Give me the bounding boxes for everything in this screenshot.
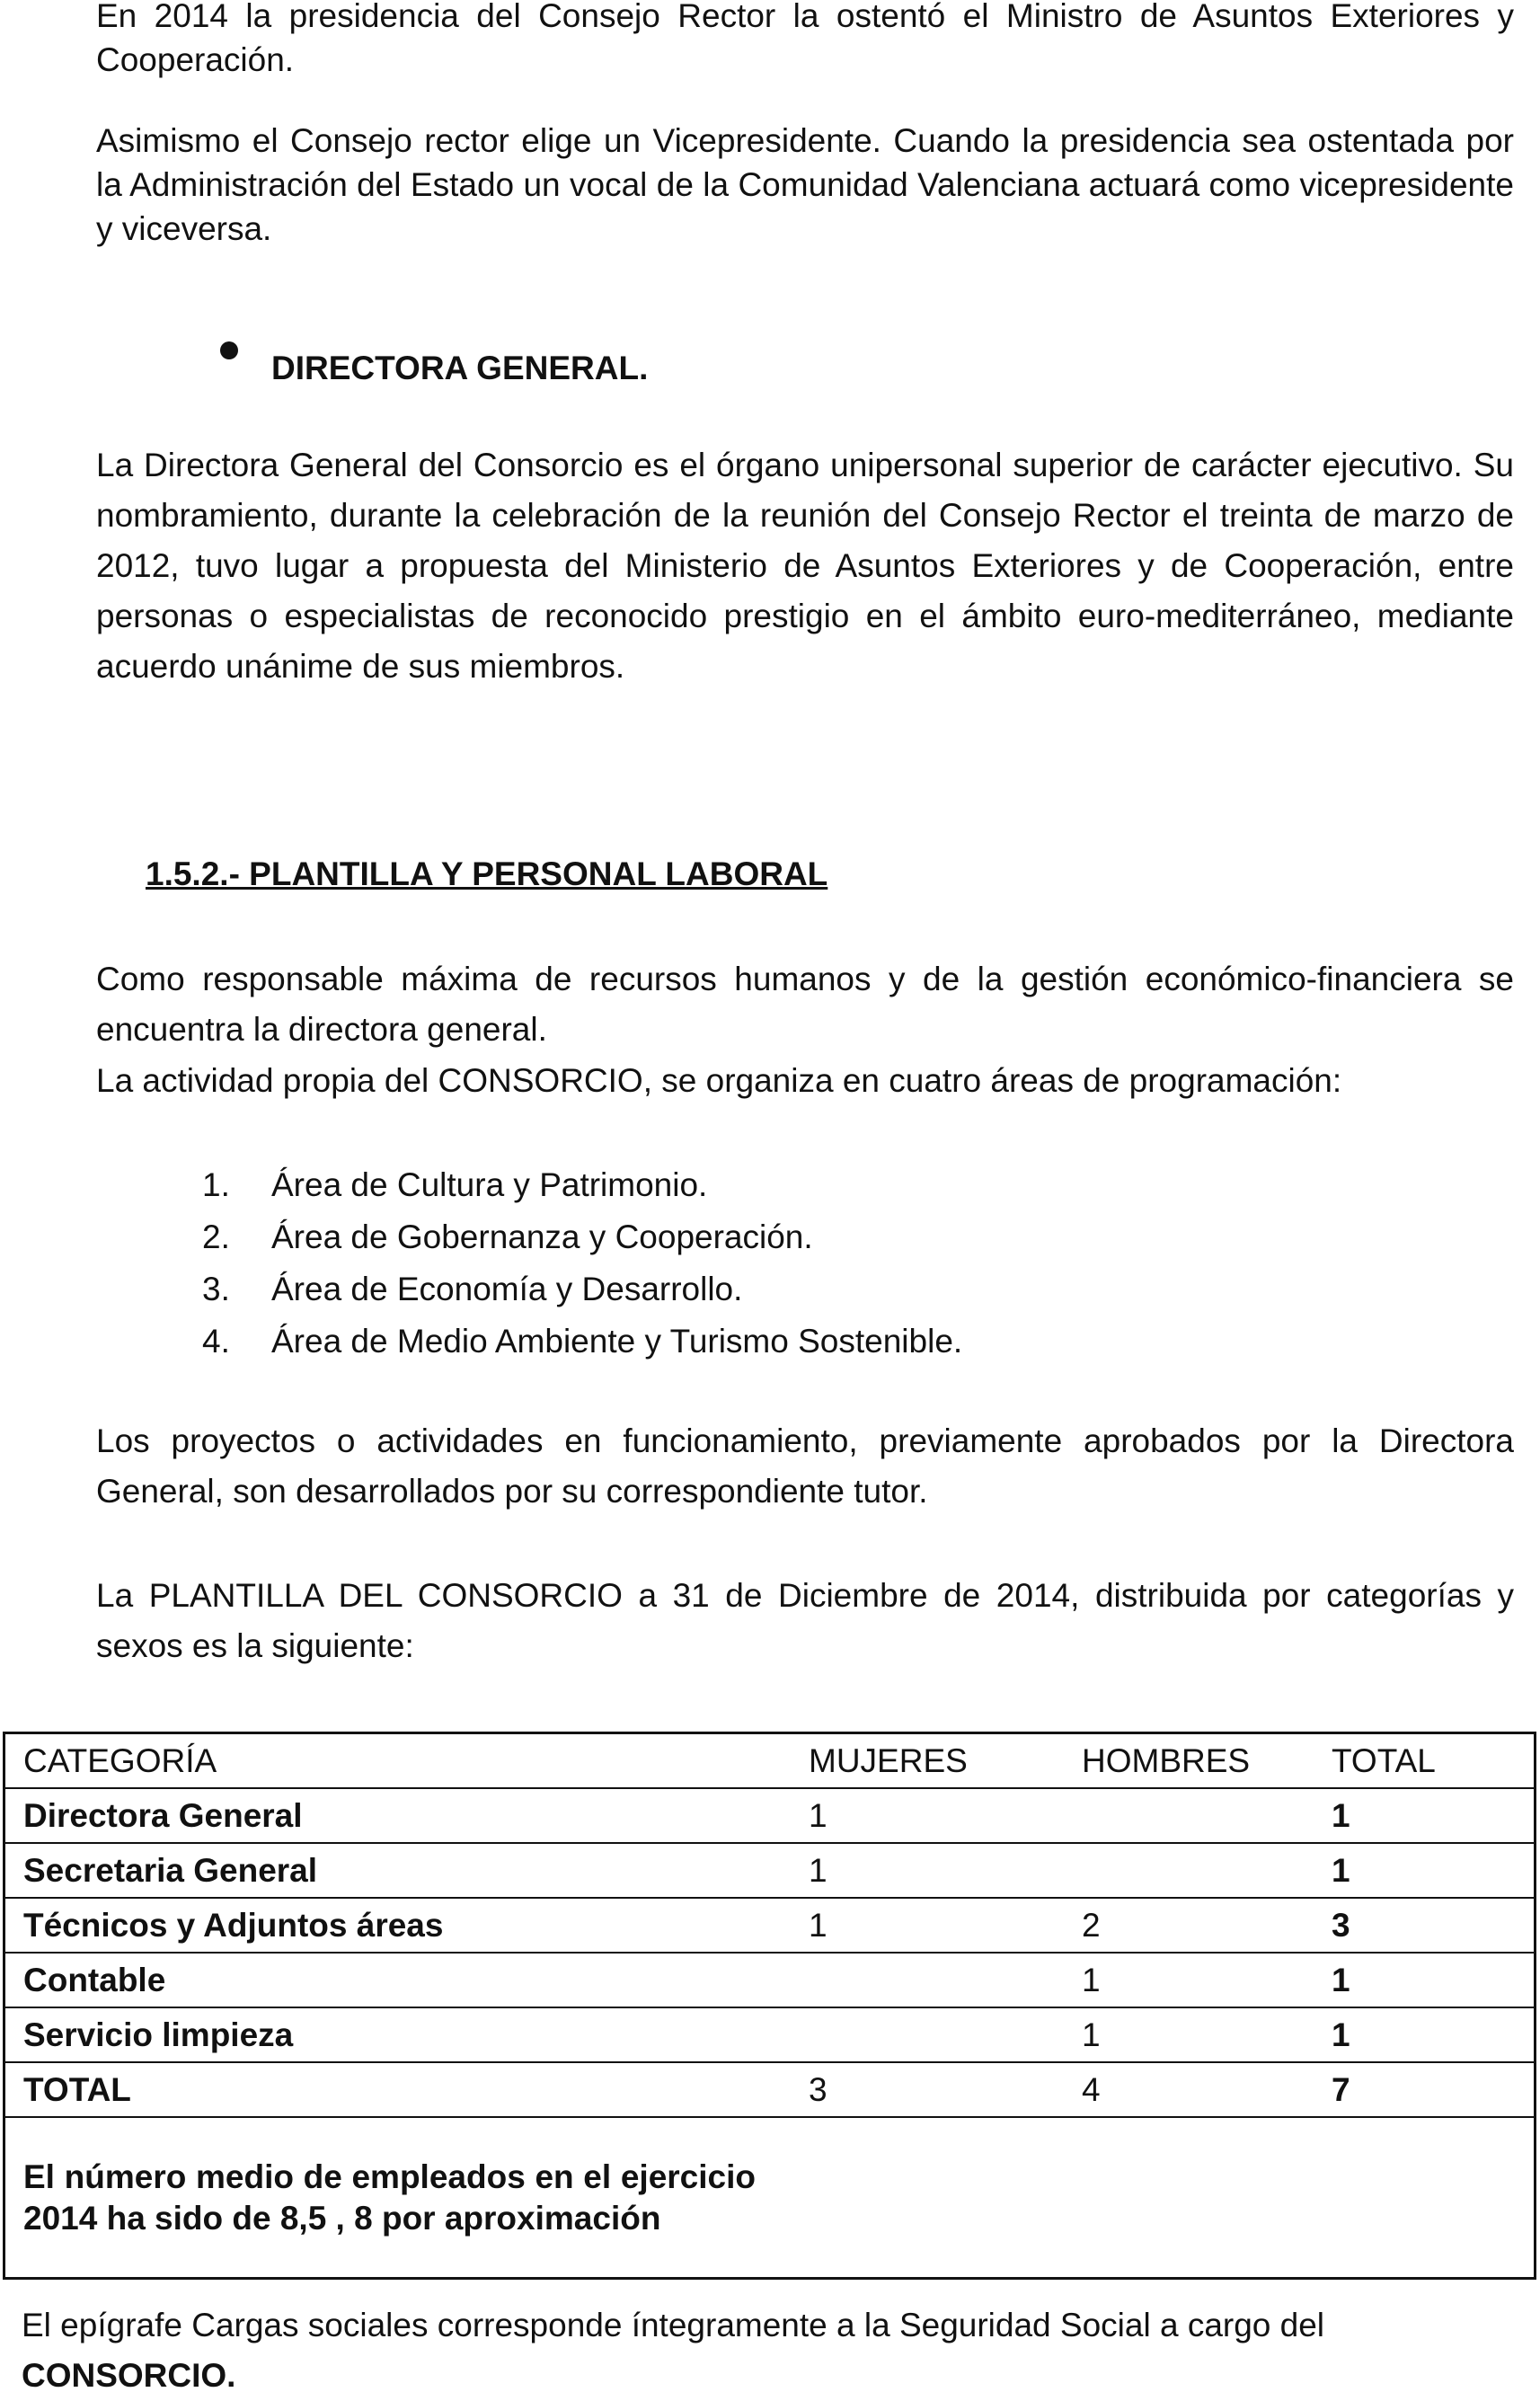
section-heading: 1.5.2.- PLANTILLA Y PERSONAL LABORAL	[146, 855, 828, 892]
total-cell: 1	[1314, 1843, 1536, 1898]
list-number: 1.	[202, 1166, 230, 1203]
bullet-icon	[220, 341, 238, 359]
total-cell: 1	[1314, 1788, 1536, 1843]
list-label: Área de Cultura y Patrimonio.	[271, 1166, 708, 1203]
list-number: 4.	[202, 1323, 230, 1360]
list-label: Área de Economía y Desarrollo.	[271, 1271, 743, 1307]
header-cell: MUJERES	[791, 1733, 1064, 1789]
list-item	[202, 1316, 962, 1368]
women-cell	[791, 2007, 1064, 2062]
women-cell	[791, 1953, 1064, 2007]
table-header-row	[4, 1733, 1536, 1789]
men-cell: 4	[1064, 2062, 1314, 2117]
header-cell: CATEGORÍA	[4, 1733, 792, 1789]
paragraph-presidencia: En 2014 la presidencia del Consejo Rector la ostentó el Ministro de Asuntos Exteriores y Cooperación.	[96, 0, 1514, 78]
average-employees-note: El número medio de empleados en el ejercicio 2014 ha sido de 8,5 , 8 por aproximación	[23, 2157, 756, 2237]
men-cell: 1	[1064, 1953, 1314, 2007]
table-row	[4, 2007, 1536, 2062]
men-cell: 1	[1064, 2007, 1314, 2062]
footer-paragraph	[22, 2300, 1513, 2401]
men-cell: 2	[1064, 1898, 1314, 1953]
list-number: 2.	[202, 1218, 230, 1255]
women-cell: 1	[791, 1788, 1064, 1843]
footer-consorcio: CONSORCIO.	[22, 2357, 236, 2394]
paragraph-actividad: La actividad propia del CONSORCIO, se organiza en cuatro áreas de programación:	[96, 1062, 1342, 1099]
category-cell: Contable	[4, 1953, 792, 2007]
list-item	[202, 1211, 962, 1263]
directora-heading: DIRECTORA GENERAL.	[271, 350, 649, 386]
list-item	[202, 1263, 962, 1316]
table-note-row	[4, 2117, 1536, 2279]
men-cell	[1064, 1843, 1314, 1898]
table-total-row	[4, 2062, 1536, 2117]
paragraph-vicepresidente: Asimismo el Consejo rector elige un Vicepresidente. Cuando la presidencia sea ostentada por la Administración del Estado un vocal de la Comunidad Valenciana actuará como vicepresidente y viceversa.	[96, 122, 1514, 247]
note-cell	[4, 2117, 1536, 2279]
category-cell: Servicio limpieza	[4, 2007, 792, 2062]
men-cell	[1064, 1788, 1314, 1843]
list-label: Área de Gobernanza y Cooperación.	[271, 1218, 813, 1255]
list-item	[202, 1159, 962, 1211]
list-number: 3.	[202, 1271, 230, 1307]
paragraph-plantilla: La PLANTILLA DEL CONSORCIO a 31 de Diciembre de 2014, distribuida por categorías y sexos es la siguiente:	[96, 1577, 1514, 1664]
women-cell: 1	[791, 1898, 1064, 1953]
paragraph-proyectos: Los proyectos o actividades en funcionamiento, previamente aprobados por la Directora General, son desarrollados por su correspondiente tutor.	[96, 1422, 1514, 1510]
total-cell: 3	[1314, 1898, 1536, 1953]
areas-list	[202, 1159, 962, 1368]
category-cell: Directora General	[4, 1788, 792, 1843]
total-cell: 1	[1314, 1953, 1536, 2007]
total-cell: 7	[1314, 2062, 1536, 2117]
women-cell: 1	[791, 1843, 1064, 1898]
list-label: Área de Medio Ambiente y Turismo Sostenible.	[271, 1323, 963, 1360]
table-row	[4, 1898, 1536, 1953]
footer-text: El epígrafe Cargas sociales corresponde íntegramente a la Seguridad Social a cargo del	[22, 2307, 1325, 2343]
table-row	[4, 1953, 1536, 2007]
paragraph-directora: La Directora General del Consorcio es el órgano unipersonal superior de carácter ejecutivo. Su nombramiento, durante la celebración de la reunión del Consejo Rector el treinta de marzo de 2012, tuvo lugar a propuesta del Ministerio de Asuntos Exteriores y de Cooperación, entre personas o especialistas de reconocido prestigio en el ámbito euro-mediterráneo, mediante acuerdo unánime de sus miembros.	[96, 447, 1514, 685]
header-cell: HOMBRES	[1064, 1733, 1314, 1789]
table-row	[4, 1843, 1536, 1898]
header-cell: TOTAL	[1314, 1733, 1536, 1789]
category-cell: Secretaria General	[4, 1843, 792, 1898]
women-cell: 3	[791, 2062, 1064, 2117]
total-cell: 1	[1314, 2007, 1536, 2062]
category-cell: TOTAL	[4, 2062, 792, 2117]
category-cell: Técnicos y Adjuntos áreas	[4, 1898, 792, 1953]
table-row	[4, 1788, 1536, 1843]
paragraph-responsable: Como responsable máxima de recursos humanos y de la gestión económico-financiera se encuentra la directora general.	[96, 961, 1514, 1048]
staff-table	[3, 1732, 1536, 2280]
